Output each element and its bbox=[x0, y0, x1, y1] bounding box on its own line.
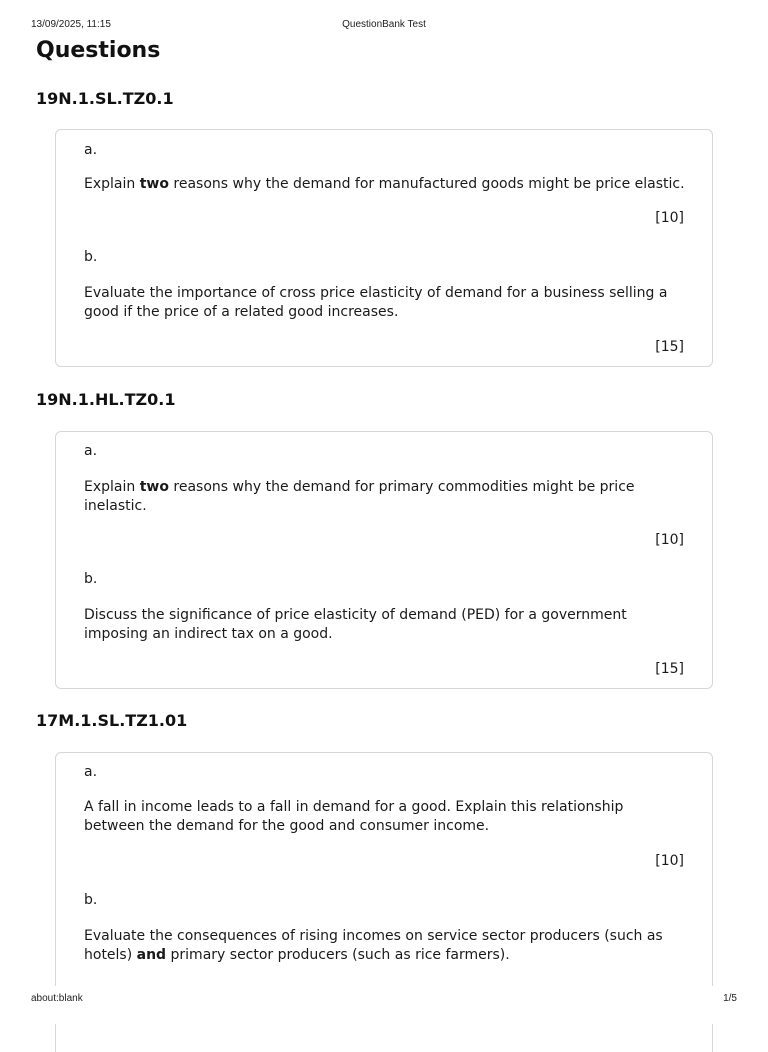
print-header bbox=[0, 19, 768, 33]
question-ref: 19N.1.SL.TZ0.1 bbox=[36, 89, 174, 108]
part-text: A fall in income leads to a fall in demand for a good. Explain this relationship between the demand for the good and consumer income. bbox=[84, 799, 624, 834]
print-footer bbox=[0, 993, 768, 1007]
part-letter: a. bbox=[84, 142, 98, 158]
part-text: Explain two reasons why the demand for manufactured goods might be price elastic. bbox=[84, 176, 685, 192]
part-letter: b. bbox=[84, 892, 98, 908]
emphasis: two bbox=[139, 479, 169, 495]
part-text: Evaluate the importance of cross price elasticity of demand for a business selling a good if the price of a related good increases. bbox=[84, 285, 668, 320]
page-title: Questions bbox=[36, 38, 161, 63]
question-card bbox=[55, 129, 713, 367]
question-ref: 19N.1.HL.TZ0.1 bbox=[36, 390, 176, 409]
question-ref: 17M.1.SL.TZ1.01 bbox=[36, 711, 188, 730]
marks: [15] bbox=[655, 339, 684, 355]
part-letter: a. bbox=[84, 443, 98, 459]
page-number: 1/5 bbox=[723, 993, 737, 1004]
marks: [10] bbox=[655, 532, 684, 548]
print-url: about:blank bbox=[31, 993, 83, 1004]
part-text: Explain two reasons why the demand for primary commodities might be price inelastic. bbox=[84, 479, 635, 514]
question-card bbox=[55, 431, 713, 689]
marks: [10] bbox=[655, 853, 684, 869]
marks: [15] bbox=[655, 661, 684, 677]
part-letter: a. bbox=[84, 764, 98, 780]
print-doc-title: QuestionBank Test bbox=[342, 19, 426, 30]
emphasis: two bbox=[139, 176, 169, 192]
part-text: Discuss the significance of price elasticity of demand (PED) for a government imposing an indirect tax on a good. bbox=[84, 607, 627, 642]
part-text: Evaluate the consequences of rising incomes on service sector producers (such as hotels) and primary sector producers (such as rice farmers). bbox=[84, 928, 663, 963]
part-letter: b. bbox=[84, 249, 98, 265]
emphasis: and bbox=[136, 947, 167, 963]
print-datetime: 13/09/2025, 11:15 bbox=[31, 19, 111, 30]
marks: [10] bbox=[655, 210, 684, 226]
part-letter: b. bbox=[84, 571, 98, 587]
